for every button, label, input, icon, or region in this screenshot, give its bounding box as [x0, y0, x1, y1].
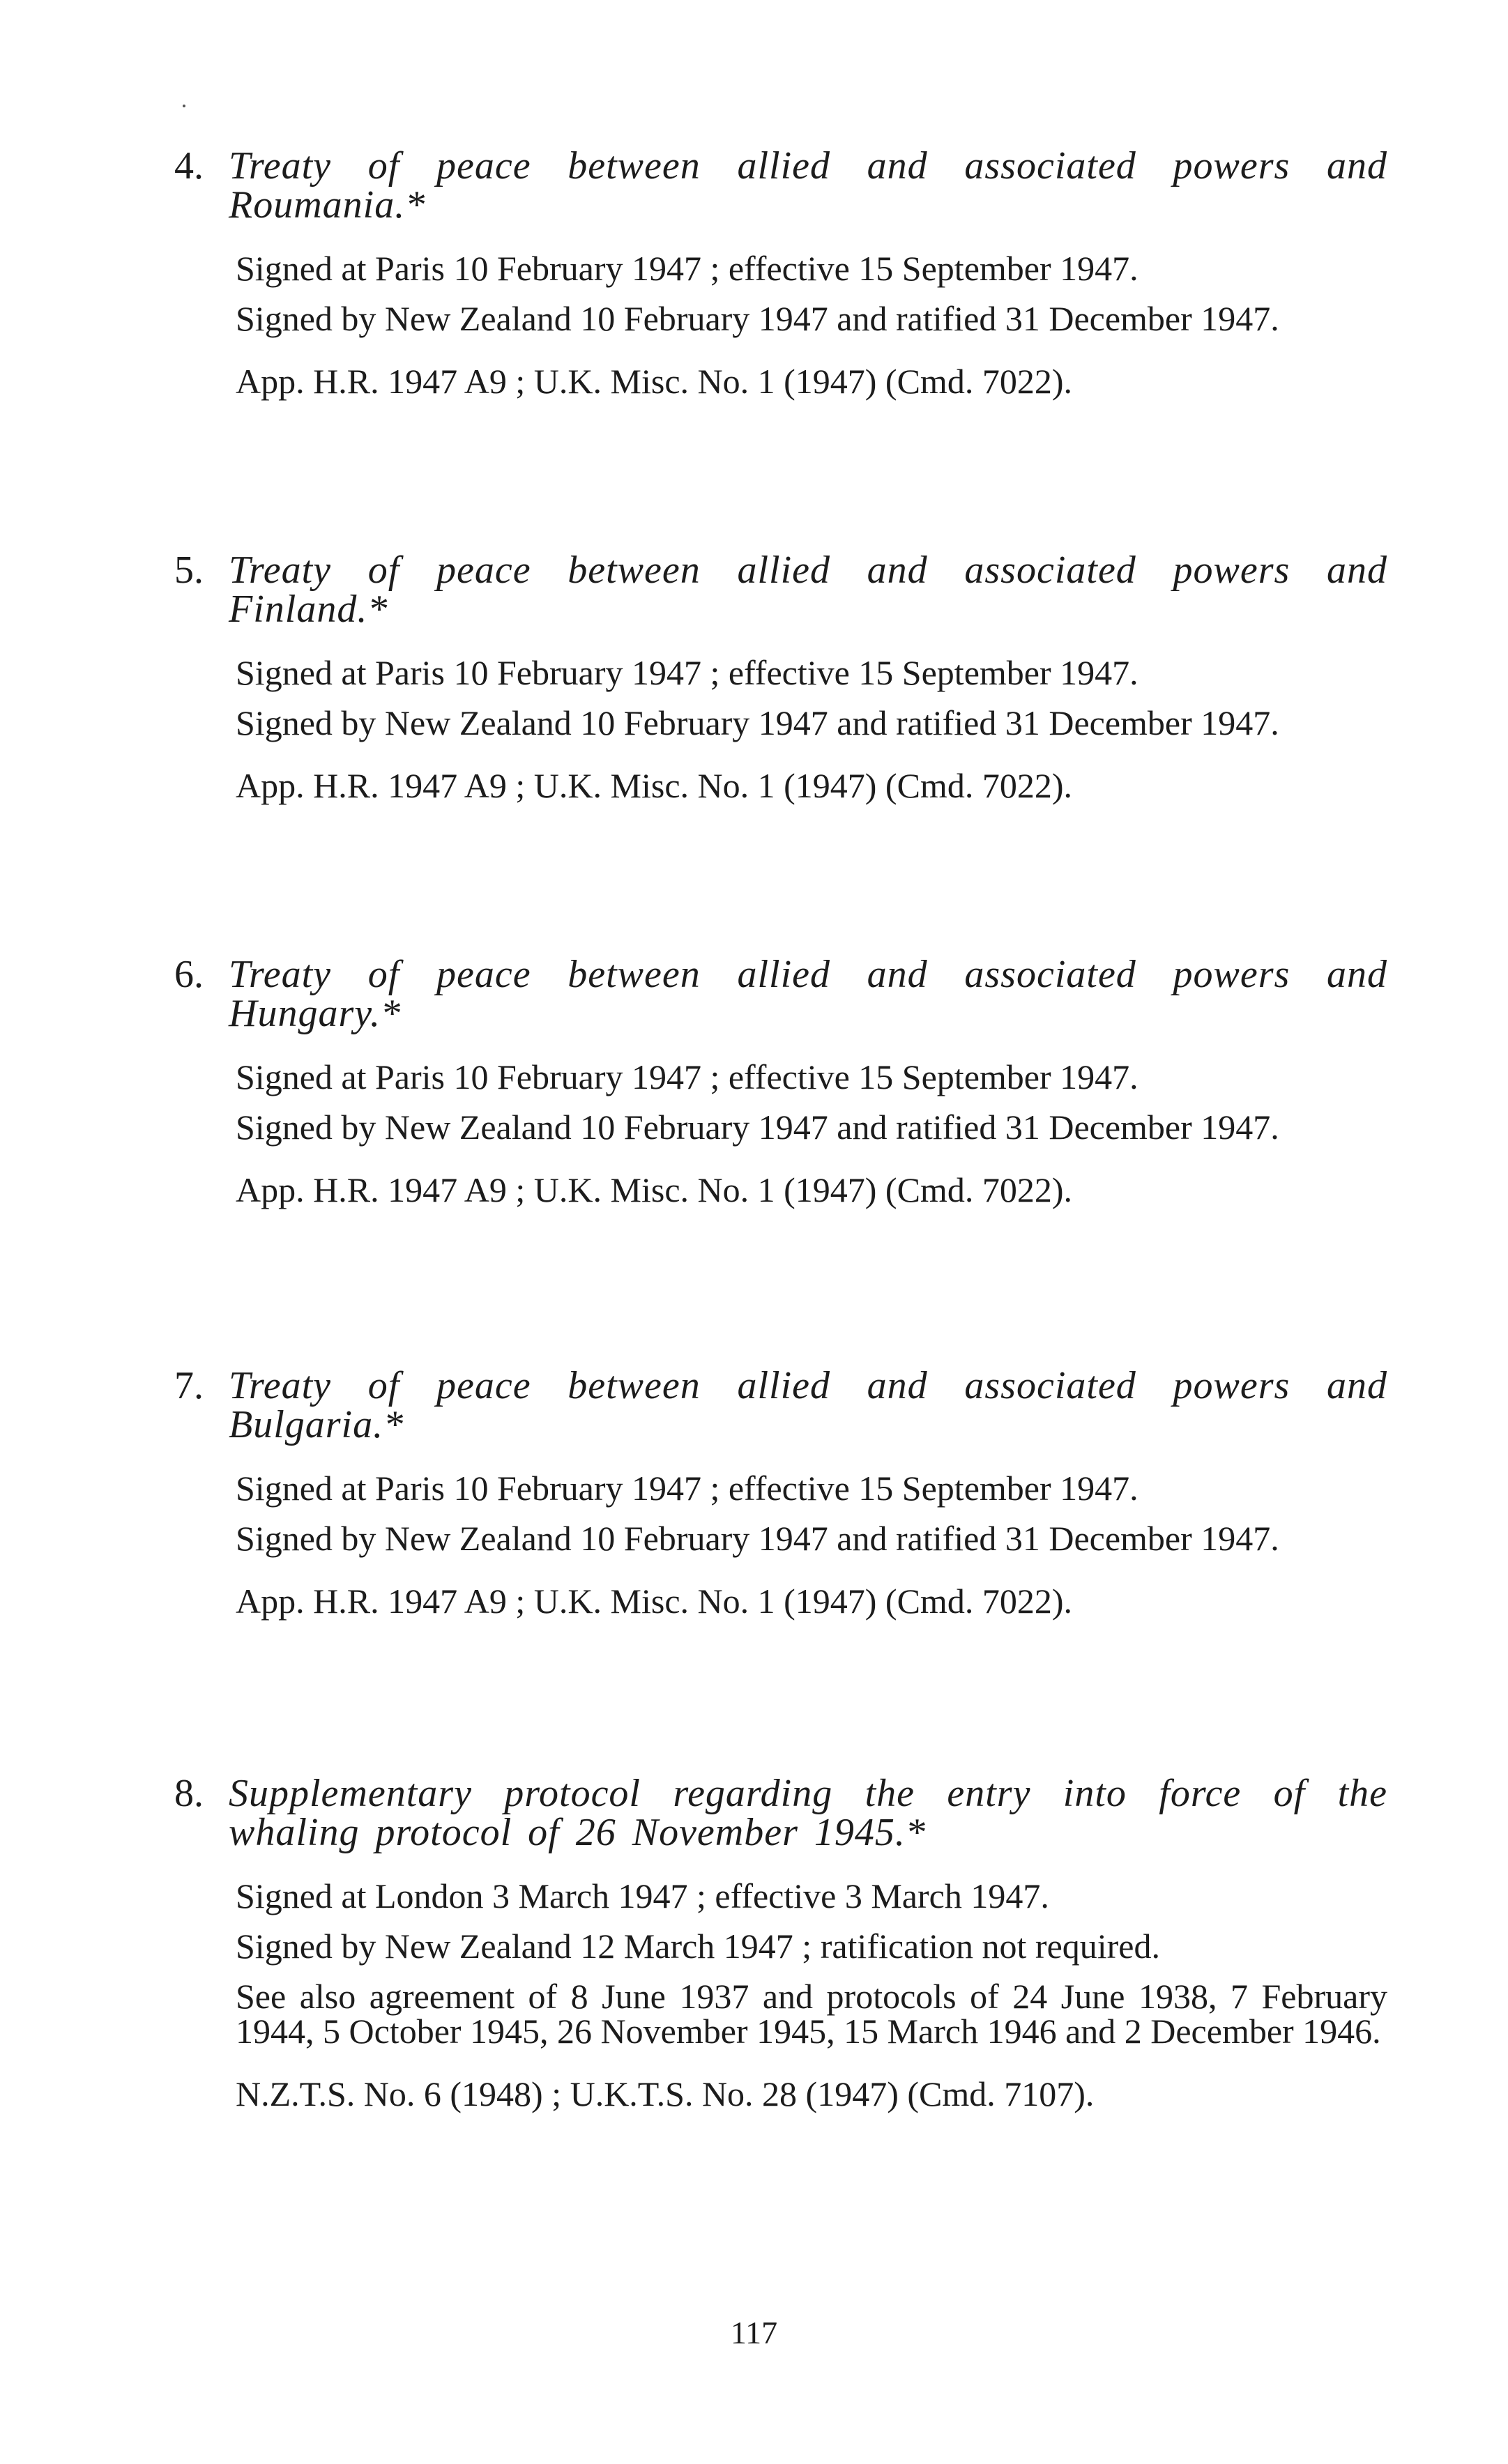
ratified-line: Signed by New Zealand 10 February 1947 and ratified 31 December 1947.: [236, 1519, 1279, 1558]
page-number: 117: [730, 2315, 778, 2350]
entry-title: Supplementary protocol regarding the entry into force of the whaling protocol of 26 November 1945.*: [229, 1772, 1387, 1854]
entry-heading: [174, 1366, 1387, 1444]
entry-body: [236, 1878, 1387, 2111]
see-also-line: See also agreement of 8 June 1937 and protocols of 24 June 1938, 7 February 1944, 5 October 1945, 26 November 1945, 15 March 1946 and 2 December 1946.: [236, 1977, 1387, 2051]
reference-line: N.Z.T.S. No. 6 (1948) ; U.K.T.S. No. 28 (1947) (Cmd. 7107).: [236, 2074, 1095, 2113]
ratified-line: Signed by New Zealand 10 February 1947 and ratified 31 December 1947.: [236, 703, 1279, 742]
treaty-entry-5: [174, 551, 1387, 818]
entry-number: 8.: [174, 1772, 204, 1815]
signed-line: Signed at London 3 March 1947 ; effective 3 March 1947.: [236, 1876, 1049, 1915]
treaty-entry-6: [174, 955, 1387, 1223]
signed-line: Signed at Paris 10 February 1947 ; effective 15 September 1947.: [236, 249, 1138, 288]
entry-title: Treaty of peace between allied and associated powers and Bulgaria.*: [229, 1364, 1387, 1446]
entry-heading: [174, 955, 1387, 1033]
entry-heading: [174, 551, 1387, 629]
reference-line: App. H.R. 1947 A9 ; U.K. Misc. No. 1 (1947) (Cmd. 7022).: [236, 766, 1072, 805]
ratified-line: Signed by New Zealand 12 March 1947 ; ratification not required.: [236, 1927, 1161, 1966]
ratified-line: Signed by New Zealand 10 February 1947 and ratified 31 December 1947.: [236, 1108, 1279, 1147]
ratified-line: Signed by New Zealand 10 February 1947 and ratified 31 December 1947.: [236, 299, 1279, 338]
scan-speck: [183, 105, 185, 107]
treaty-entry-8: [174, 1774, 1387, 2127]
treaty-entry-4: [174, 146, 1387, 414]
reference-line: App. H.R. 1947 A9 ; U.K. Misc. No. 1 (1947) (Cmd. 7022).: [236, 1582, 1072, 1621]
entry-title: Treaty of peace between allied and associated powers and Finland.*: [229, 549, 1387, 631]
entry-title: Treaty of peace between allied and associated powers and Hungary.*: [229, 953, 1387, 1035]
signed-line: Signed at Paris 10 February 1947 ; effective 15 September 1947.: [236, 1057, 1138, 1096]
signed-line: Signed at Paris 10 February 1947 ; effective 15 September 1947.: [236, 1469, 1138, 1508]
entry-heading: [174, 1774, 1387, 1852]
entry-number: 5.: [174, 549, 204, 592]
entry-number: 7.: [174, 1364, 204, 1407]
entry-body: [236, 1059, 1387, 1207]
entry-body: [236, 655, 1387, 803]
signed-line: Signed at Paris 10 February 1947 ; effective 15 September 1947.: [236, 653, 1138, 692]
entry-body: [236, 1471, 1387, 1619]
reference-line: App. H.R. 1947 A9 ; U.K. Misc. No. 1 (1947) (Cmd. 7022).: [236, 1170, 1072, 1209]
entry-number: 4.: [174, 144, 204, 188]
reference-line: App. H.R. 1947 A9 ; U.K. Misc. No. 1 (1947) (Cmd. 7022).: [236, 362, 1072, 401]
entry-title: Treaty of peace between allied and associated powers and Roumania.*: [229, 144, 1387, 227]
entry-number: 6.: [174, 953, 204, 996]
entry-heading: [174, 144, 1387, 227]
treaty-entry-7: [174, 1366, 1387, 1634]
entry-body: [236, 251, 1387, 399]
